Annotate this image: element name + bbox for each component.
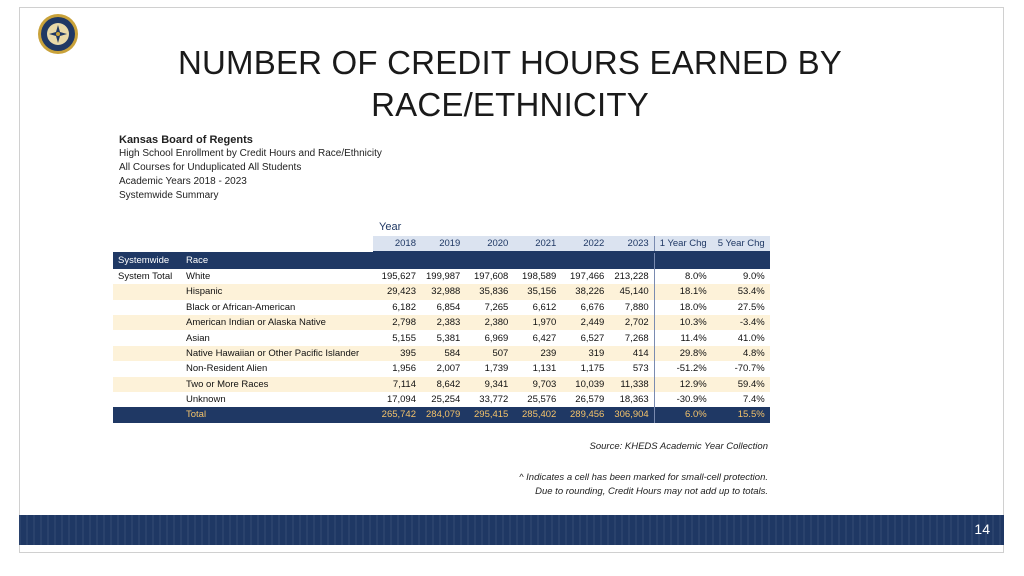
race-cell: American Indian or Alaska Native xyxy=(181,315,373,330)
page-number: 14 xyxy=(974,521,990,537)
kbor-seal-icon xyxy=(37,13,79,55)
value-cell: 7,114 xyxy=(373,377,421,392)
year-header: 2021 xyxy=(513,236,561,252)
value-cell: 319 xyxy=(561,346,609,361)
report-line-4: Systemwide Summary xyxy=(119,190,219,201)
race-cell: Native Hawaiian or Other Pacific Islander xyxy=(181,346,373,361)
group-cell xyxy=(113,361,181,376)
value-cell: 2,702 xyxy=(609,315,654,330)
title-line-1: NUMBER OF CREDIT HOURS EARNED BY xyxy=(177,44,843,81)
group-cell xyxy=(113,392,181,407)
value-cell: 25,576 xyxy=(527,394,557,406)
group-cell xyxy=(113,315,181,330)
value-cell: 198,589 xyxy=(522,270,557,282)
one-year-chg-cell: 10.3% xyxy=(654,315,712,330)
year-header: 2019 xyxy=(421,236,465,252)
table-row xyxy=(113,361,770,376)
value-cell: 6,612 xyxy=(532,301,557,313)
value-cell: 10,039 xyxy=(561,377,609,392)
value-cell: 395 xyxy=(373,346,421,361)
value-cell: 6,427 xyxy=(532,332,557,344)
value-cell: 584 xyxy=(421,346,465,361)
table-row xyxy=(113,315,770,330)
title-line-2: RACE/ETHNICITY xyxy=(371,86,649,123)
five-year-chg-cell: 59.4% xyxy=(712,377,770,392)
report-line-1: High School Enrollment by Credit Hours and Race/Ethnicity xyxy=(119,148,382,159)
value-cell: 213,228 xyxy=(614,270,649,282)
one-year-chg-header: 1 Year Chg xyxy=(654,236,712,252)
group-cell: System Total xyxy=(118,270,173,282)
value-cell: 6,182 xyxy=(392,301,416,313)
value-cell: 7,265 xyxy=(484,301,509,313)
value-cell: 35,836 xyxy=(465,284,513,299)
value-cell: 7,268 xyxy=(624,332,649,344)
one-year-chg-cell: 6.0% xyxy=(654,407,712,422)
report-line-2: All Courses for Unduplicated All Students xyxy=(119,162,302,173)
value-cell: 1,131 xyxy=(532,363,557,375)
value-cell: 6,676 xyxy=(580,301,605,313)
footnote-2: Due to rounding, Credit Hours may not add up to totals. xyxy=(535,486,768,497)
five-year-chg-cell: 53.4% xyxy=(712,284,770,299)
five-year-chg-cell: 7.4% xyxy=(743,394,765,406)
value-cell: 199,987 xyxy=(426,270,461,282)
value-cell: 2,007 xyxy=(436,363,461,375)
value-cell: 1,175 xyxy=(580,363,605,375)
year-header: 2022 xyxy=(561,236,609,252)
group-cell xyxy=(113,377,181,392)
year-label: Year xyxy=(379,221,402,233)
value-cell: 2,798 xyxy=(373,315,421,330)
value-cell: 295,415 xyxy=(465,407,513,422)
five-year-chg-cell: 9.0% xyxy=(743,270,765,282)
total-row xyxy=(113,407,770,422)
table-row xyxy=(113,300,770,315)
race-cell: Asian xyxy=(186,332,210,344)
year-header: 2023 xyxy=(609,236,654,252)
value-cell: 9,703 xyxy=(513,377,561,392)
footnotes xyxy=(519,471,768,499)
group-cell xyxy=(113,284,181,299)
value-cell: 5,155 xyxy=(392,332,416,344)
group-cell xyxy=(113,346,181,361)
table-row xyxy=(113,346,770,361)
race-cell: White xyxy=(186,270,211,282)
value-cell: 5,381 xyxy=(436,332,461,344)
credit-hours-table xyxy=(113,236,770,423)
systemwide-header: Systemwide xyxy=(113,252,181,268)
value-cell: 6,969 xyxy=(484,332,509,344)
value-cell: 414 xyxy=(609,346,654,361)
year-header: 2020 xyxy=(465,236,513,252)
value-cell: 8,642 xyxy=(421,377,465,392)
five-year-chg-cell: -3.4% xyxy=(712,315,770,330)
footnote-1: ^ Indicates a cell has been marked for small-cell protection. xyxy=(519,472,768,483)
group-cell xyxy=(113,407,181,422)
footer-bar xyxy=(19,515,1004,545)
value-cell: 507 xyxy=(465,346,513,361)
one-year-chg-cell: 18.0% xyxy=(654,300,712,315)
one-year-chg-cell: -51.2% xyxy=(654,361,712,376)
value-cell: 18,363 xyxy=(619,394,649,406)
table-row xyxy=(113,330,770,345)
report-header xyxy=(119,133,382,203)
race-cell: Two or More Races xyxy=(181,377,373,392)
table-row xyxy=(113,269,770,284)
report-line-3: Academic Years 2018 - 2023 xyxy=(119,176,247,187)
race-cell: Black or African-American xyxy=(186,301,296,313)
column-header-row xyxy=(113,252,770,268)
five-year-chg-cell: 27.5% xyxy=(737,301,765,313)
one-year-chg-cell: 29.8% xyxy=(654,346,712,361)
value-cell: 289,456 xyxy=(561,407,609,422)
race-cell: Non-Resident Alien xyxy=(186,363,268,375)
value-cell: 9,341 xyxy=(465,377,513,392)
one-year-chg-cell: 11.4% xyxy=(654,330,712,345)
race-header: Race xyxy=(181,252,373,268)
year-header: 2018 xyxy=(373,236,421,252)
slide-title xyxy=(150,42,870,126)
five-year-chg-header: 5 Year Chg xyxy=(712,236,770,252)
value-cell: 239 xyxy=(513,346,561,361)
value-cell: 195,627 xyxy=(381,270,416,282)
year-header-row xyxy=(113,236,770,252)
value-cell: 1,739 xyxy=(484,363,509,375)
value-cell: 197,466 xyxy=(570,270,605,282)
one-year-chg-cell: -30.9% xyxy=(654,392,712,407)
value-cell: 32,988 xyxy=(421,284,465,299)
value-cell: 265,742 xyxy=(373,407,421,422)
group-cell xyxy=(113,330,181,345)
group-cell xyxy=(113,300,181,315)
race-cell: Hispanic xyxy=(181,284,373,299)
table-row xyxy=(113,377,770,392)
table-row xyxy=(113,392,770,407)
source-note: Source: KHEDS Academic Year Collection xyxy=(589,441,768,452)
five-year-chg-cell: 4.8% xyxy=(712,346,770,361)
one-year-chg-cell: 12.9% xyxy=(654,377,712,392)
value-cell: 38,226 xyxy=(561,284,609,299)
value-cell: 1,956 xyxy=(392,363,416,375)
table-body xyxy=(113,269,770,423)
value-cell: 7,880 xyxy=(624,301,649,313)
value-cell: 6,527 xyxy=(580,332,605,344)
value-cell: 285,402 xyxy=(513,407,561,422)
value-cell: 197,608 xyxy=(474,270,509,282)
value-cell: 35,156 xyxy=(513,284,561,299)
value-cell: 573 xyxy=(632,363,649,375)
value-cell: 11,338 xyxy=(609,377,654,392)
value-cell: 6,854 xyxy=(436,301,461,313)
race-cell: Total xyxy=(181,407,373,422)
value-cell: 2,383 xyxy=(421,315,465,330)
value-cell: 2,380 xyxy=(465,315,513,330)
five-year-chg-cell: 41.0% xyxy=(737,332,765,344)
value-cell: 284,079 xyxy=(421,407,465,422)
one-year-chg-cell: 8.0% xyxy=(654,269,712,284)
value-cell: 306,904 xyxy=(609,407,654,422)
five-year-chg-cell: 15.5% xyxy=(712,407,770,422)
value-cell: 17,094 xyxy=(386,394,416,406)
five-year-chg-cell: -70.7% xyxy=(734,363,765,375)
race-cell: Unknown xyxy=(186,394,226,406)
value-cell: 2,449 xyxy=(561,315,609,330)
value-cell: 26,579 xyxy=(575,394,605,406)
value-cell: 29,423 xyxy=(373,284,421,299)
one-year-chg-cell: 18.1% xyxy=(654,284,712,299)
org-name: Kansas Board of Regents xyxy=(119,134,253,146)
value-cell: 45,140 xyxy=(609,284,654,299)
value-cell: 25,254 xyxy=(431,394,461,406)
value-cell: 33,772 xyxy=(479,394,509,406)
table-row xyxy=(113,284,770,299)
value-cell: 1,970 xyxy=(513,315,561,330)
